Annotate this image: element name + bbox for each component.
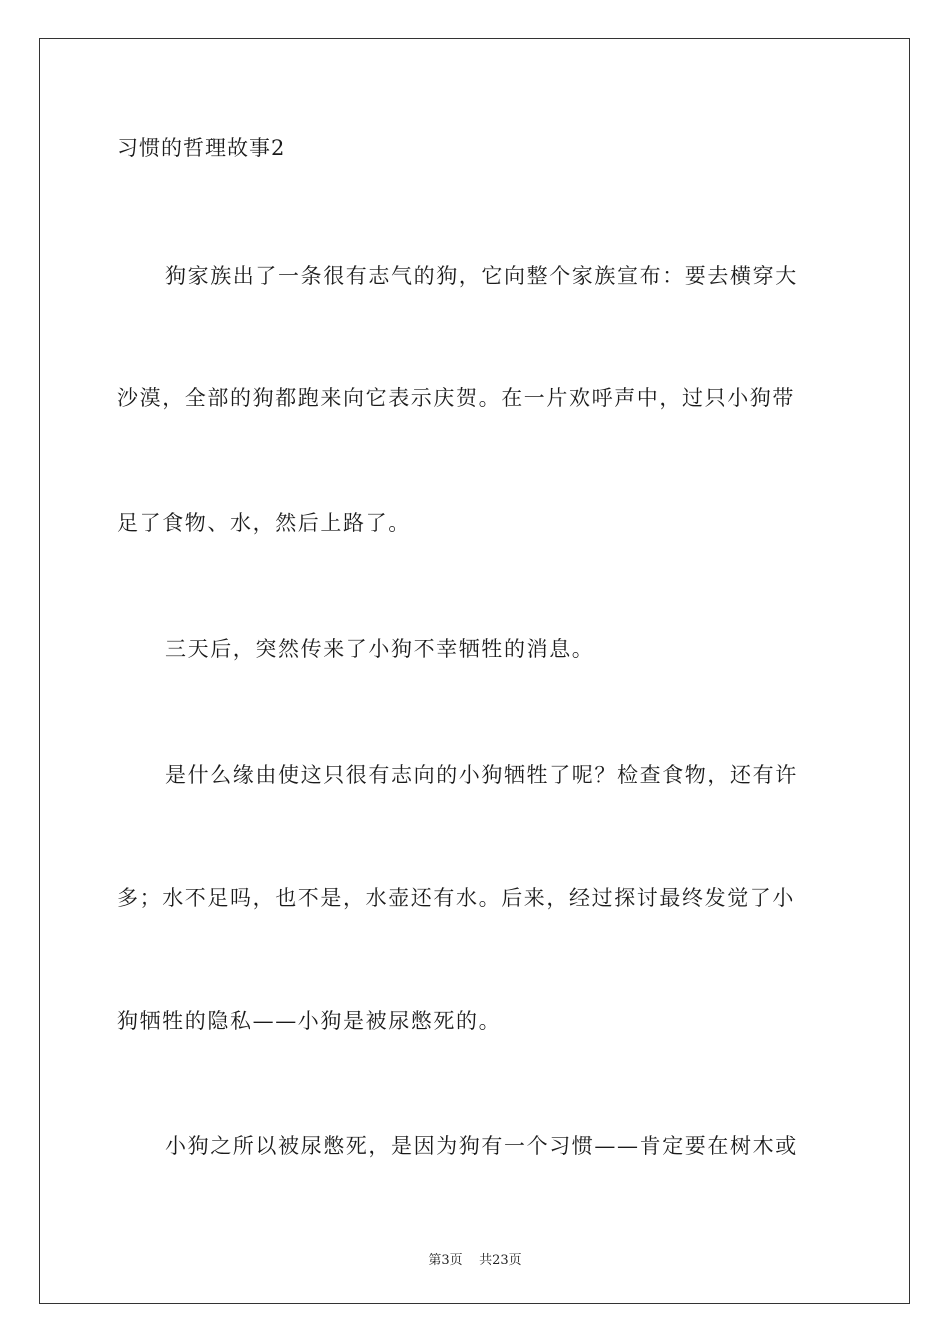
paragraph-line: 足了食物、水，然后上路了。 (117, 511, 411, 535)
paragraph-line: 多；水不足吗，也不是，水壶还有水。后来，经过探讨最终发觉了小 (117, 886, 795, 910)
paragraph-line: 小狗之所以被尿憋死，是因为狗有一个习惯——肯定要在树木或 (165, 1134, 798, 1158)
paragraph-line: 是什么缘由使这只很有志向的小狗牺牲了呢？检查食物，还有许 (165, 763, 798, 787)
paragraph-line: 狗牺牲的隐私——小狗是被尿憋死的。 (117, 1009, 502, 1033)
paragraph-line: 三天后，突然传来了小狗不幸牺牲的消息。 (165, 637, 595, 661)
story-heading: 习惯的哲理故事2 (117, 136, 286, 160)
paragraph-line: 狗家族出了一条很有志气的狗，它向整个家族宣布：要去横穿大 (165, 264, 798, 288)
page-number: 第3页 (428, 1253, 463, 1268)
page-border (39, 38, 910, 1304)
page-total: 共23页 (479, 1253, 522, 1268)
paragraph-line: 沙漠，全部的狗都跑来向它表示庆贺。在一片欢呼声中，过只小狗带 (117, 386, 795, 410)
page-footer (0, 1249, 950, 1268)
